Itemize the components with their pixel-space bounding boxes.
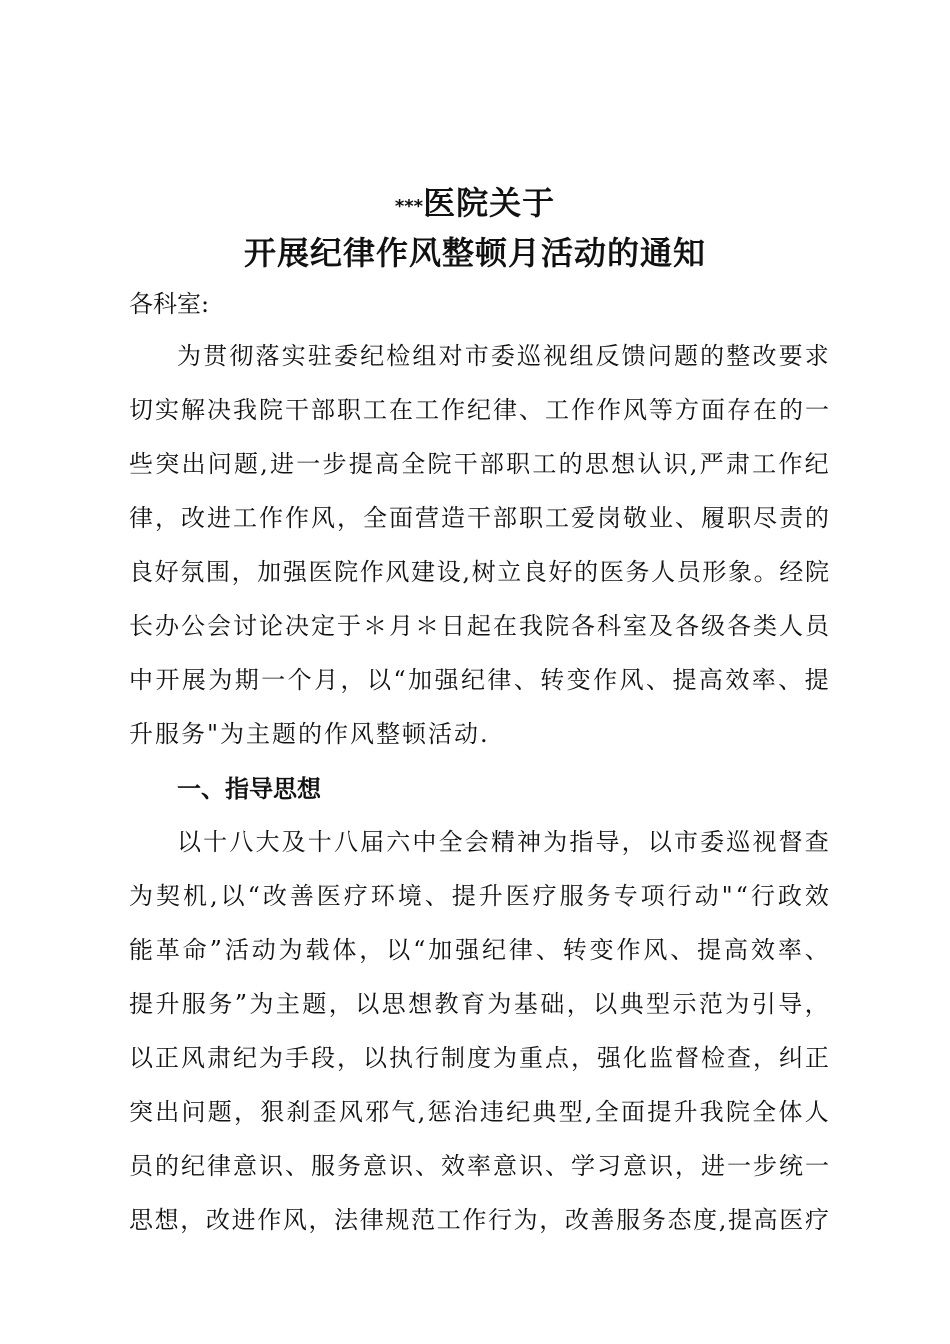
para1-line: 良 好 氛 围 ， 加 强 医 院 作 风 建 设 , 树 立 良 好 的 医 务 人 员 形 象 。 经 院 (129, 558, 829, 586)
para1-line: 中 开 展 为 期 一 个 月 ， 以 “ 加 强 纪 律 、 转 变 作 风 、 提 高 效 率 、 提 (129, 666, 829, 694)
para2-line: 以 十 八 大 及 十 八 届 六 中 全 会 精 神 为 指 导 ， 以 市 委 巡 视 督 查 (177, 828, 829, 856)
document-title-line1 (0, 183, 950, 227)
para1-line: 长 办 公 会 讨 论 决 定 于 ＊ 月 ＊ 日 起 在 我 院 各 科 室 及 各 级 各 类 人 员 (129, 612, 829, 640)
para1-line: 为 贯 彻 落 实 驻 委 纪 检 组 对 市 委 巡 视 组 反 馈 问 题 的 整 改 要 求 (177, 342, 829, 370)
para2-line: 为 契 机 , 以 “ 改 善 医 疗 环 境 、 提 升 医 疗 服 务 专 项 行 动 " “ 行 政 效 (129, 882, 829, 910)
para2-line: 员 的 纪 律 意 识 、 服 务 意 识 、 效 率 意 识 、 学 习 意 识 ， 进 一 步 统 一 (129, 1152, 829, 1180)
para1-line: 律 ， 改 进 工 作 作 风 ， 全 面 营 造 干 部 职 工 爱 岗 敬 业 、 履 职 尽 责 的 (129, 504, 829, 532)
para1-line: 些 突 出 问 题 , 进 一 步 提 高 全 院 干 部 职 工 的 思 想 认 识 , 严 肃 工 作 纪 (129, 450, 829, 478)
para2-line: 能 革 命 ” 活 动 为 载 体 ， 以 “ 加 强 纪 律 、 转 变 作 风 、 提 高 效 率 、 (129, 936, 829, 964)
para2-line: 提 升 服 务 ” 为 主 题 ， 以 思 想 教 育 为 基 础 ， 以 典 型 示 范 为 引 导 ， (129, 990, 829, 1018)
document-title-line2: 开展纪律作风整顿月活动的通知 (243, 234, 706, 272)
para2-line: 思 想 ， 改 进 作 风 ， 法 律 规 范 工 作 行 为 ， 改 善 服 务 态 度 , 提 高 医 疗 (129, 1206, 829, 1234)
salutation: 各科室: (129, 290, 210, 318)
para1-line: 升服务"为主题的作风整顿活动. (129, 720, 490, 748)
title-prefix: *** (394, 196, 424, 217)
title-line1-text: 医院关于 (423, 184, 556, 222)
para2-line: 以 正 风 肃 纪 为 手 段 ， 以 执 行 制 度 为 重 点 ， 强 化 监 督 检 查 ， 纠 正 (129, 1044, 829, 1072)
section-heading: 一、指导思想 (177, 775, 321, 803)
para1-line: 切 实 解 决 我 院 干 部 职 工 在 工 作 纪 律 、 工 作 作 风 等 方 面 存 在 的 一 (129, 396, 829, 424)
para2-line: 突 出 问 题 ， 狠 刹 歪 风 邪 气 , 惩 治 违 纪 典 型 , 全 面 提 升 我 院 全 体 人 (129, 1098, 829, 1126)
